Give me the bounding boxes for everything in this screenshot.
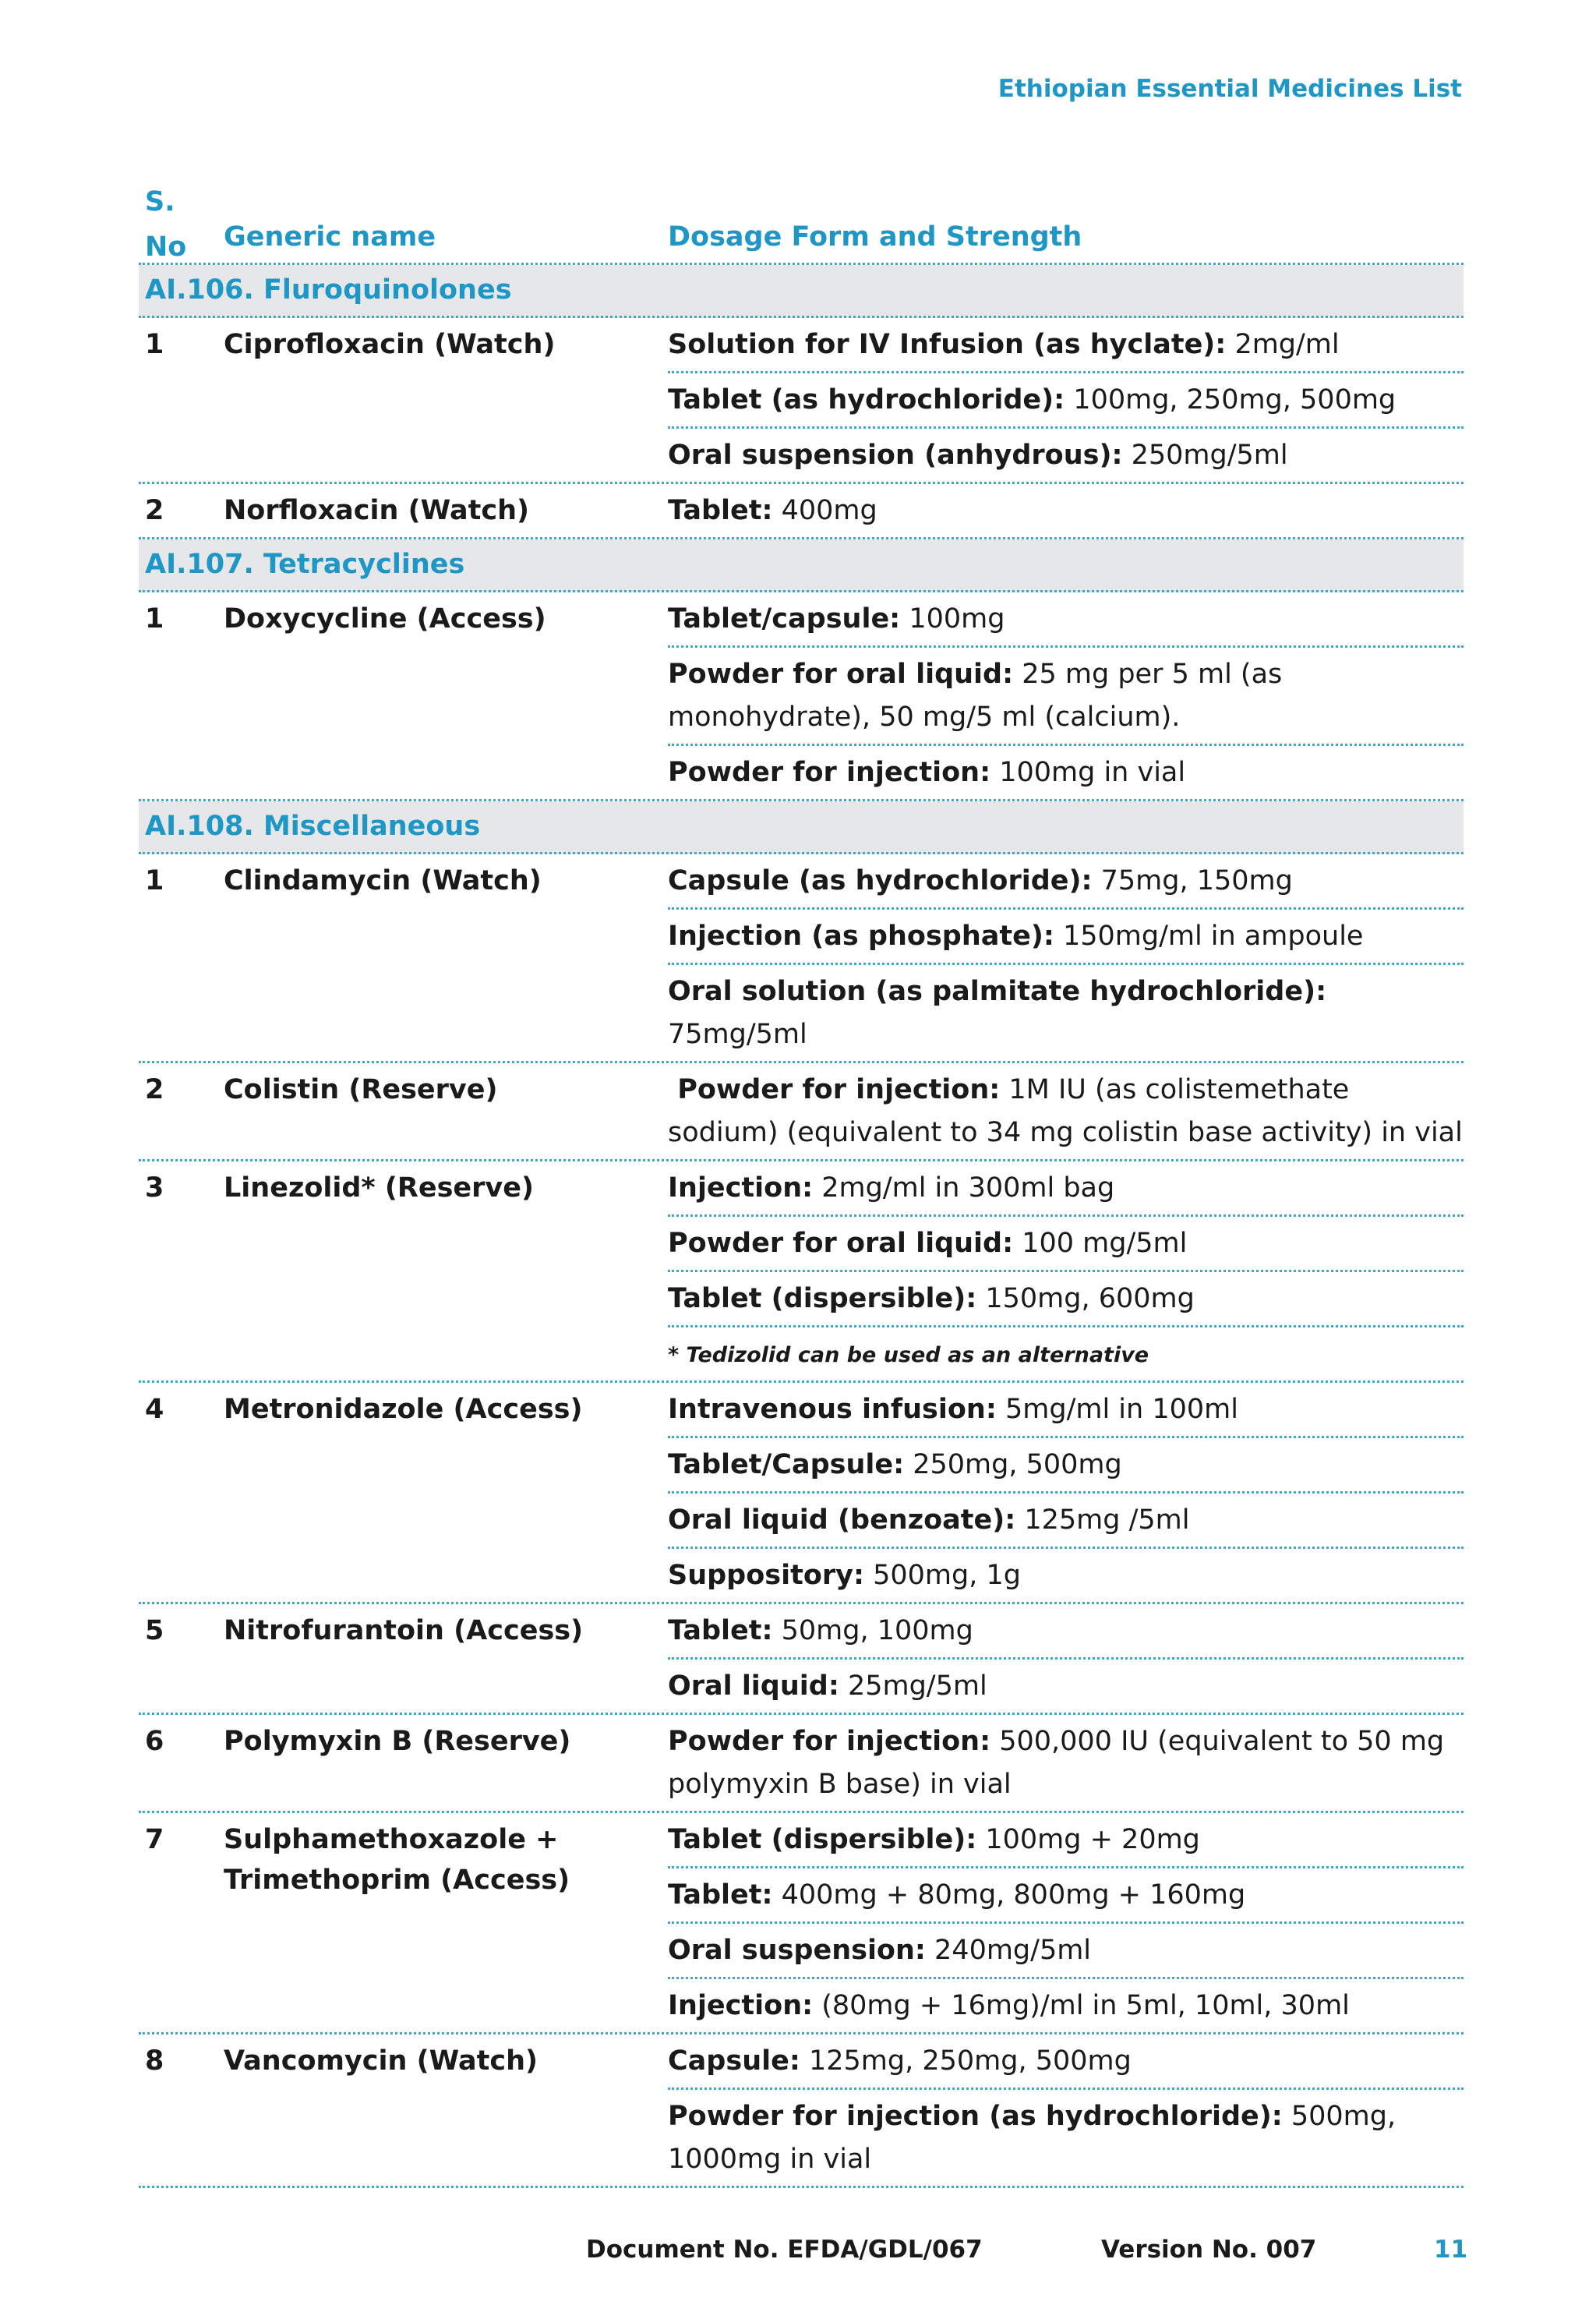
row-generic-name: Norfloxacin (Watch)	[224, 495, 529, 526]
dosage-form-strength: 2mg/ml	[1226, 329, 1340, 360]
row-dosage-forms	[668, 2034, 1464, 2186]
page-header-title: Ethiopian Essential Medicines List	[998, 75, 1462, 103]
row-dosage-forms	[668, 318, 1464, 482]
table-header	[139, 173, 1464, 265]
row-generic-name: Doxycycline (Access)	[224, 603, 546, 635]
dosage-form-label: Powder for oral liquid:	[668, 1228, 1014, 1259]
dosage-form-entry	[668, 1217, 1464, 1272]
dosage-form-label: Tablet:	[668, 1615, 773, 1646]
section-title: AI.107. Tetracyclines	[145, 549, 465, 580]
dosage-form-label: Capsule (as hydrochloride):	[668, 865, 1093, 896]
dosage-form-label: Tablet:	[668, 495, 773, 526]
row-serial-number: 1	[145, 603, 164, 635]
dosage-form-label: Tablet:	[668, 1879, 773, 1911]
dosage-form-strength: 1M IU (as colistemethate sodium) (equivalent to 34 mg colistin base activity) in vial	[668, 1074, 1463, 1148]
dosage-form-strength: 75mg, 150mg	[1092, 865, 1293, 896]
dosage-form-label: Tablet/capsule:	[668, 603, 901, 635]
dosage-form-label: Tablet (dispersible):	[668, 1283, 977, 1314]
dosage-form-label: Powder for injection:	[668, 1726, 991, 1757]
dosage-form-label: Tablet (as hydrochloride):	[668, 384, 1065, 415]
section-header	[139, 265, 1464, 318]
row-generic-name: Sulphamethoxazole + Trimethoprim (Access)	[224, 1824, 570, 1896]
dosage-form-entry	[668, 1549, 1464, 1602]
dosage-form-label: Oral suspension (anhydrous):	[668, 440, 1123, 471]
dosage-form-strength: 25 mg per 5 ml (as monohydrate), 50 mg/5 ml (calcium).	[668, 659, 1291, 733]
header-sno	[145, 179, 186, 270]
dosage-form-label: Oral solution (as palmitate hydrochloride):	[668, 976, 1327, 1007]
row-serial-number: 5	[145, 1615, 164, 1646]
table-row	[139, 2034, 1464, 2188]
table-row	[139, 592, 1464, 801]
table-row	[139, 1063, 1464, 1161]
dosage-form-label: Powder for injection:	[668, 1074, 1001, 1105]
dosage-form-strength: 50mg, 100mg	[772, 1615, 973, 1646]
dosage-form-label: Injection:	[668, 1990, 814, 2021]
dosage-form-label: Powder for injection (as hydrochloride):	[668, 2101, 1283, 2132]
dosage-form-label: Solution for IV Infusion (as hyclate):	[668, 329, 1227, 360]
dosage-form-strength: 100 mg/5ml	[1013, 1228, 1188, 1259]
dosage-form-label: Powder for injection:	[668, 757, 991, 788]
row-dosage-forms	[668, 1063, 1464, 1159]
row-dosage-forms	[668, 854, 1464, 1061]
dosage-note: * Tedizolid can be used as an alternative	[668, 1343, 1149, 1367]
table-body	[139, 265, 1464, 2188]
dosage-form-label: Powder for oral liquid:	[668, 659, 1014, 690]
dosage-form-entry	[668, 746, 1464, 799]
row-generic-name: Linezolid* (Reserve)	[224, 1172, 534, 1204]
dosage-form-label: Oral liquid (benzoate):	[668, 1504, 1016, 1536]
dosage-form-entry	[668, 1272, 1464, 1327]
row-dosage-forms	[668, 484, 1464, 537]
dosage-form-strength: 150mg/ml in ampoule	[1054, 921, 1364, 952]
table-row	[139, 1715, 1464, 1813]
table-row	[139, 1383, 1464, 1604]
row-serial-number: 1	[145, 865, 164, 896]
row-serial-number: 7	[145, 1824, 164, 1855]
section-header	[139, 539, 1464, 592]
row-dosage-forms	[668, 1604, 1464, 1713]
dosage-form-entry	[668, 648, 1464, 746]
dosage-form-entry	[668, 1924, 1464, 1979]
dosage-form-strength: 500,000 IU (equivalent to 50 mg polymyxin B base) in vial	[668, 1726, 1453, 1800]
dosage-form-strength: 500mg, 1000mg in vial	[668, 2101, 1405, 2175]
dosage-form-label: Oral liquid:	[668, 1670, 839, 1702]
dosage-form-strength: 100mg in vial	[990, 757, 1186, 788]
row-serial-number: 8	[145, 2045, 164, 2077]
dosage-form-entry	[668, 965, 1464, 1061]
dosage-form-label: Injection (as phosphate):	[668, 921, 1054, 952]
dosage-form-entry	[668, 373, 1464, 429]
header-dosage-form: Dosage Form and Strength	[668, 221, 1082, 253]
medicines-table	[139, 173, 1464, 2188]
dosage-form-entry	[668, 484, 1464, 537]
row-generic-name: Nitrofurantoin (Access)	[224, 1615, 584, 1646]
dosage-form-label: Oral suspension:	[668, 1935, 926, 1966]
table-row	[139, 318, 1464, 484]
dosage-form-entry	[668, 1063, 1464, 1159]
dosage-form-strength: 125mg, 250mg, 500mg	[800, 2045, 1132, 2077]
row-generic-name: Clindamycin (Watch)	[224, 865, 542, 896]
dosage-form-label: Suppository:	[668, 1560, 864, 1591]
dosage-form-entry	[668, 854, 1464, 910]
dosage-form-entry	[668, 1715, 1464, 1811]
header-generic-name: Generic name	[224, 221, 436, 253]
row-dosage-forms	[668, 1715, 1464, 1811]
table-row	[139, 1604, 1464, 1715]
dosage-form-label: Tablet (dispersible):	[668, 1824, 977, 1855]
row-serial-number: 6	[145, 1726, 164, 1757]
dosage-form-label: Capsule:	[668, 2045, 800, 2077]
dosage-form-label: Injection:	[668, 1172, 814, 1204]
dosage-form-strength: 500mg, 1g	[863, 1560, 1021, 1591]
dosage-form-entry	[668, 429, 1464, 482]
dosage-form-strength: (80mg + 16mg)/ml in 5ml, 10ml, 30ml	[813, 1990, 1350, 2021]
dosage-form-entry	[668, 1868, 1464, 1924]
dosage-form-entry	[668, 1813, 1464, 1868]
dosage-form-strength: 240mg/5ml	[925, 1935, 1092, 1966]
row-generic-name: Colistin (Reserve)	[224, 1074, 498, 1105]
dosage-form-strength: 100mg	[900, 603, 1005, 635]
section-title: AI.108. Miscellaneous	[145, 811, 481, 842]
footer-page-number: 11	[1434, 2236, 1468, 2264]
dosage-form-entry	[668, 1161, 1464, 1217]
dosage-form-entry	[668, 2090, 1464, 2186]
section-title: AI.106. Fluroquinolones	[145, 274, 512, 306]
row-serial-number: 2	[145, 1074, 164, 1105]
dosage-form-entry	[668, 1438, 1464, 1494]
dosage-form-strength: 150mg, 600mg	[976, 1283, 1195, 1314]
dosage-form-entry	[668, 318, 1464, 373]
row-generic-name: Ciprofloxacin (Watch)	[224, 329, 556, 360]
footer-version-number: Version No. 007	[1101, 2236, 1317, 2264]
dosage-form-strength: 125mg /5ml	[1015, 1504, 1190, 1536]
row-dosage-forms	[668, 592, 1464, 799]
header-sno-top: S.	[145, 186, 175, 217]
dosage-form-strength: 400mg	[772, 495, 877, 526]
row-generic-name: Polymyxin B (Reserve)	[224, 1726, 571, 1757]
dosage-form-entry	[668, 1660, 1464, 1713]
row-dosage-forms	[668, 1813, 1464, 2032]
row-serial-number: 4	[145, 1394, 164, 1425]
dosage-form-strength: 100mg, 250mg, 500mg	[1065, 384, 1396, 415]
table-row	[139, 854, 1464, 1063]
row-generic-name: Metronidazole (Access)	[224, 1394, 583, 1425]
dosage-form-strength: 2mg/ml in 300ml bag	[813, 1172, 1115, 1204]
dosage-form-entry	[668, 1383, 1464, 1438]
dosage-form-strength: 100mg + 20mg	[976, 1824, 1200, 1855]
dosage-form-entry	[668, 1604, 1464, 1660]
header-sno-bottom: No	[145, 232, 187, 263]
dosage-form-strength: 250mg, 500mg	[904, 1449, 1122, 1480]
dosage-form-strength: 75mg/5ml	[668, 976, 1336, 1050]
row-serial-number: 3	[145, 1172, 164, 1204]
dosage-form-entry	[668, 1494, 1464, 1549]
dosage-form-entry	[668, 592, 1464, 648]
dosage-form-label: Tablet/Capsule:	[668, 1449, 905, 1480]
row-dosage-forms	[668, 1383, 1464, 1602]
dosage-form-entry	[668, 1979, 1464, 2032]
table-row	[139, 1813, 1464, 2034]
row-generic-name: Vancomycin (Watch)	[224, 2045, 538, 2077]
dosage-form-label: Intravenous infusion:	[668, 1394, 997, 1425]
row-dosage-forms	[668, 1161, 1464, 1380]
table-row	[139, 484, 1464, 539]
dosage-form-strength: 5mg/ml in 100ml	[996, 1394, 1238, 1425]
footer-document-number: Document No. EFDA/GDL/067	[586, 2236, 983, 2264]
dosage-form-entry	[668, 910, 1464, 965]
dosage-form-entry	[668, 2034, 1464, 2090]
dosage-form-strength: 25mg/5ml	[839, 1670, 987, 1702]
dosage-form-strength: 400mg + 80mg, 800mg + 160mg	[772, 1879, 1246, 1911]
section-header	[139, 801, 1464, 854]
row-serial-number: 1	[145, 329, 164, 360]
table-row	[139, 1161, 1464, 1383]
row-serial-number: 2	[145, 495, 164, 526]
dosage-form-strength: 250mg/5ml	[1122, 440, 1288, 471]
